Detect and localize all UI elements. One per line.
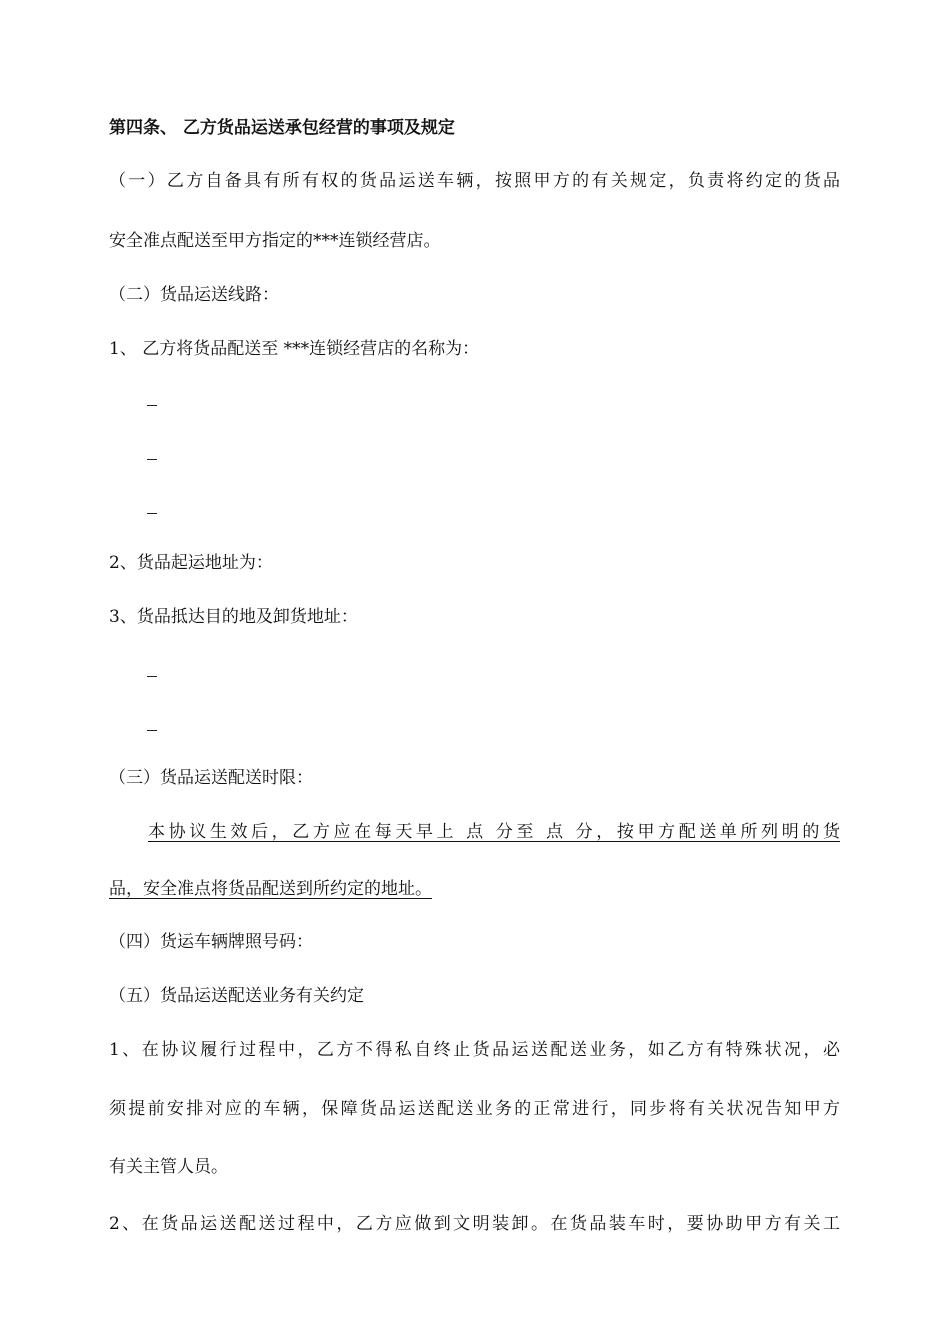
- blank-dash: [147, 513, 157, 514]
- paragraph-2: （二）货品运送线路：: [109, 285, 279, 305]
- paragraph-3: （三）货品运送配送时限：: [109, 768, 313, 788]
- route-item-2: 2、货品起运地址为：: [109, 553, 273, 573]
- route-item-3: 3、货品抵达目的地及卸货地址：: [109, 607, 358, 627]
- route-item-1: 1、 乙方将货品配送至 ***连锁经营店的名称为：: [109, 339, 480, 359]
- paragraph-5: （五）货品运送配送业务有关约定: [109, 986, 364, 1006]
- blank-dash: [147, 676, 157, 677]
- rule-1-line-2: 须提前安排对应的车辆，保障货品运送配送业务的正常进行，同步将有关状况告知甲方: [109, 1099, 840, 1119]
- rule-2-line-1: 2、在货品运送配送过程中，乙方应做到文明装卸。在货品装车时，要协助甲方有关工: [109, 1214, 840, 1234]
- blank-dash: [147, 405, 157, 406]
- paragraph-1-line-2: 安全准点配送至甲方指定的***连锁经营店。: [109, 231, 441, 251]
- blank-dash: [147, 459, 157, 460]
- paragraph-1-line-1: （一）乙方自备具有所有权的货品运送车辆，按照甲方的有关规定，负责将约定的货品: [109, 171, 840, 191]
- rule-1-line-3: 有关主管人员。: [109, 1157, 228, 1177]
- rule-1-line-1: 1、在协议履行过程中，乙方不得私自终止货品运送配送业务，如乙方有特殊状况，必: [109, 1040, 840, 1060]
- blank-dash: [147, 730, 157, 731]
- paragraph-4: （四）货运车辆牌照号码：: [109, 932, 313, 952]
- time-limit-line-2: 品，安全准点将货品配送到所约定的地址。: [109, 879, 432, 899]
- time-limit-line-1: 本协议生效后，乙方应在每天早上 点 分至 点 分，按甲方配送单所列明的货: [148, 822, 840, 842]
- section-heading: 第四条、 乙方货品运送承包经营的事项及规定: [109, 118, 455, 138]
